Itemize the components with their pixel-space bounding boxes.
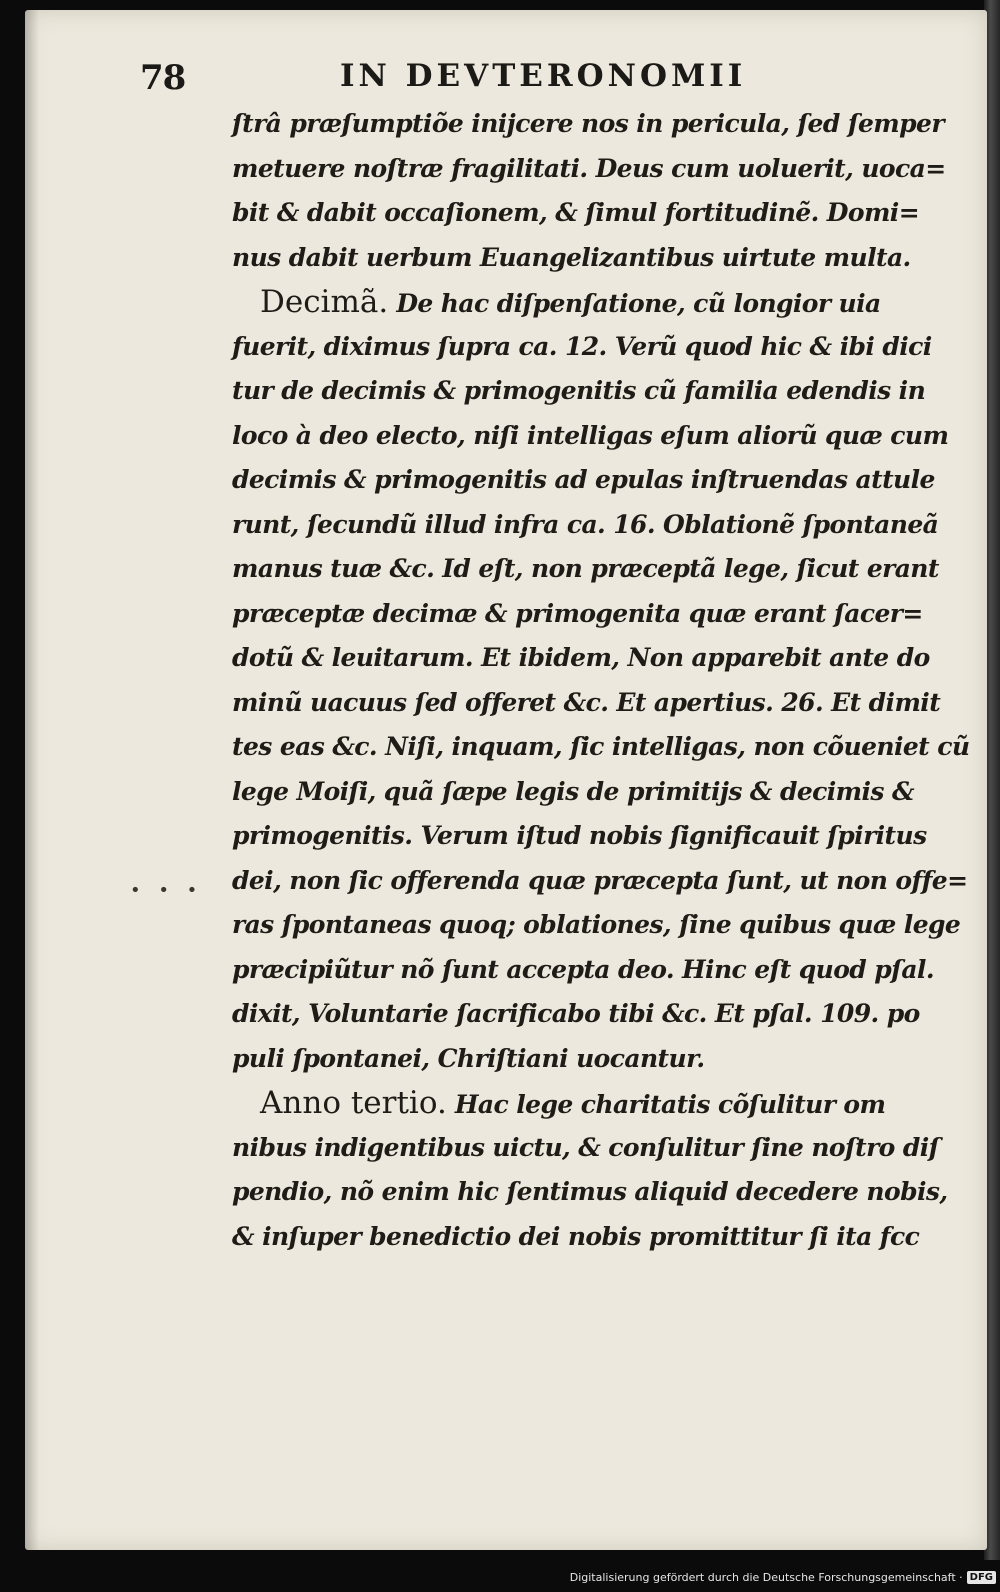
line-text: nibus indigentibus uictu, & conſulitur ſine noſtro diſ [232,1132,939,1162]
line-text: decimis & primogenitis ad epulas inſtruendas attule [232,465,935,494]
line-text: præceptæ decimæ & primogenita quæ erant ſacer= [232,598,923,628]
line-text: ſtrâ præſumptiõe inijcere nos in pericula, ſed ſemper [232,109,944,138]
line-text: præcipiũtur nõ ſunt accepta deo. Hinc eſt quod pſal. [232,954,934,984]
text-line [232,992,932,1037]
text-line [232,681,941,726]
text-line [232,325,932,370]
text-line [232,458,935,503]
text-line [232,814,932,859]
line-text: pendio, nõ enim hic ſentimus aliquid decedere nobis, [232,1177,948,1206]
line-text: tur de decimis & primogenitis cũ familia edendis in [232,376,926,405]
line-text: De hac diſpenſatione, cũ longior uia [388,289,881,318]
line-text: primogenitis. Verum iſtud nobis ſignificauit ſpiritus [232,821,927,850]
line-text: dotũ & leuitarum. Et ibidem, Non apparebit ante do [232,643,930,672]
line-text: bit & dabit occaſionem, & ſimul fortitudinẽ. Domi= [232,198,920,227]
text-line [232,903,961,948]
digitization-footer [570,1567,996,1587]
text-line [232,1126,939,1171]
gutter-shadow [25,10,39,1550]
section-lemma: Anno tertio. [260,1085,447,1121]
line-text: Hac lege charitatis cõſulitur om [446,1090,886,1119]
text-line [232,369,932,414]
section-lemma: Decimã. [260,284,389,320]
line-text: tes eas &c. Niſi, inquam, ſic intelligas, non cõueniet cũ [232,732,970,761]
text-line [232,636,932,681]
text-line [232,859,968,904]
text-line [232,1037,932,1082]
text-line [232,1170,948,1215]
line-text: & inſuper benedictio dei nobis promittitur ſi ita fcc [232,1221,920,1251]
text-line [232,191,932,236]
line-text: ras ſpontaneas quoq; oblationes, ſine quibus quæ lege [232,910,961,939]
text-line [232,770,932,815]
text-line [232,725,970,770]
line-text: loco à deo electo, niſi intelligas eſum aliorũ quæ cum [232,420,949,450]
running-head-title: IN DEVTERONOMII [340,58,747,94]
page-number: 78 [140,58,186,98]
line-text: nus dabit uerbum Euangelizantibus uirtute multa. [232,242,911,272]
line-text: dixit, Voluntarie ſacrificabo tibi &c. Et pſal. 109. po [232,999,920,1028]
line-text: runt, ſecundũ illud infra ca. 16. Oblationẽ ſpontaneã [232,509,939,539]
text-line [232,1081,932,1126]
body-text [232,102,970,1259]
margin-marks: • • • [130,880,204,901]
line-text: lege Moiſi, quã ſæpe legis de primitijs & decimis & [232,776,914,806]
text-line [232,948,932,993]
text-line [232,1215,932,1260]
line-text: dei, non ſic offerenda quæ præcepta ſunt, ut non offe= [232,865,968,895]
text-line [232,414,949,459]
line-text: minũ uacuus ſed offeret &c. Et apertius. 26. Et dimit [232,687,941,717]
text-line [232,547,939,592]
text-line [232,592,932,637]
line-text: metuere noſtræ fragilitati. Deus cum uoluerit, uoca= [232,153,946,183]
text-line [232,236,932,281]
running-head [0,52,1000,102]
text-line [232,503,939,548]
dfg-logo: DFG [967,1571,996,1584]
line-text: fuerit, diximus ſupra ca. 12. Verũ quod hic & ibi dici [232,331,932,361]
text-line [232,102,944,147]
line-text: manus tuæ &c. Id eſt, non præceptã lege, ſicut erant [232,554,939,583]
text-line [232,147,946,192]
footer-credit: Digitalisierung gefördert durch die Deutsche Forschungsgemeinschaft · [569,1570,963,1584]
text-line [232,280,932,325]
line-text: puli ſpontanei, Chriſtiani uocantur. [232,1043,705,1073]
